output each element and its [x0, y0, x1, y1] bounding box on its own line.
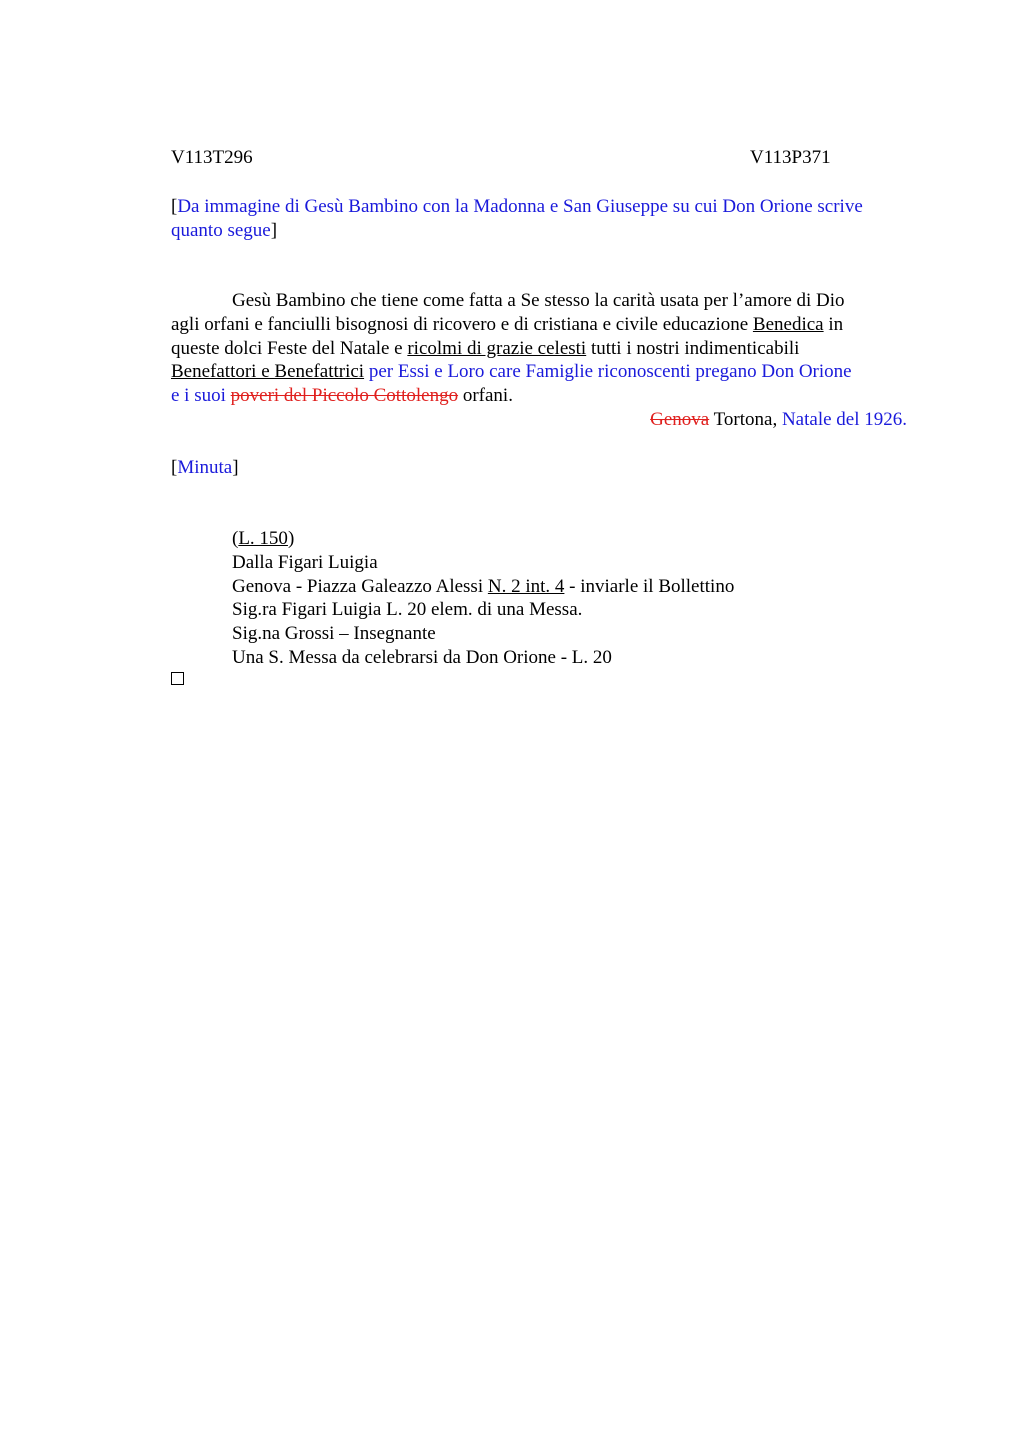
underlined-text: N. 2 int. 4	[487, 575, 565, 597]
editorial-note-image	[171, 195, 931, 242]
bracket-open: [	[171, 196, 178, 217]
underlined-text: Benefattori e Benefattrici	[171, 361, 365, 383]
main-paragraph	[171, 289, 921, 432]
paragraph-line	[171, 360, 921, 384]
checkbox-square-icon	[171, 672, 184, 685]
deleted-text: Genova	[650, 408, 710, 430]
underlined-text: Benedica	[752, 313, 824, 335]
bracket-close: ]	[270, 219, 278, 241]
paren-open: (	[232, 528, 239, 549]
text-span: queste dolci Feste del Natale e	[171, 337, 408, 359]
bracket-close: ]	[232, 457, 239, 478]
text-span: Una S. Messa da celebrarsi da Don Orione - L. 20	[232, 646, 612, 668]
underlined-amount: L. 150	[238, 528, 288, 549]
underlined-text: ricolmi di grazie celesti	[407, 337, 587, 359]
text-span: - inviarle il Bollettino	[564, 575, 735, 597]
inserted-text: e i suoi	[171, 385, 231, 407]
text-span: Genova - Piazza Galeazzo Alessi	[232, 575, 488, 597]
document-code-left: V113T296	[171, 147, 253, 168]
document-page	[171, 0, 931, 1450]
paragraph-line	[171, 313, 921, 337]
paragraph-line	[171, 337, 921, 361]
text-span: in	[823, 313, 844, 335]
document-code-right: V113P371	[750, 147, 831, 168]
text-span: Gesù Bambino che tiene come fatta a Se stesso la carità usata per l’amore di Dio	[232, 290, 845, 311]
text-span: Dalla Figari Luigia	[232, 551, 378, 573]
text-span: Sig.ra Figari Luigia L. 20 elem. di una Messa.	[232, 599, 583, 621]
donation-notes	[232, 527, 734, 670]
list-item	[232, 575, 734, 599]
text-span: Sig.na Grossi – Insegnante	[232, 623, 436, 645]
editorial-note-text-cont: quanto segue	[171, 219, 271, 241]
place-text: Tortona,	[709, 408, 782, 430]
text-span: tutti i nostri indimenticabili	[586, 337, 800, 359]
text-span: orfani.	[458, 385, 513, 407]
inserted-text: per Essi e Loro care Famiglie riconoscenti pregano Don Orione	[364, 361, 852, 383]
list-item	[232, 622, 734, 646]
document-header	[171, 146, 931, 170]
editorial-note-text: Da immagine di Gesù Bambino con la Madonna e San Giuseppe su cui Don Orione scrive	[177, 196, 863, 217]
list-item	[232, 527, 734, 551]
deleted-text: poveri del Piccolo Cottolengo	[230, 385, 459, 407]
list-item	[232, 598, 734, 622]
paragraph-line	[171, 384, 921, 408]
place-date-line	[171, 408, 921, 432]
text-span: agli orfani e fanciulli bisognosi di ricovero e di cristiana e civile educazione	[171, 313, 753, 335]
paragraph-line	[171, 289, 921, 313]
list-item	[232, 551, 734, 575]
date-text: Natale del 1926.	[781, 408, 907, 430]
paren-close: )	[287, 528, 295, 549]
editorial-note-text: Minuta	[177, 457, 233, 478]
editorial-note-minuta	[171, 456, 239, 480]
list-item	[232, 646, 734, 670]
bracket-open: [	[171, 457, 178, 478]
